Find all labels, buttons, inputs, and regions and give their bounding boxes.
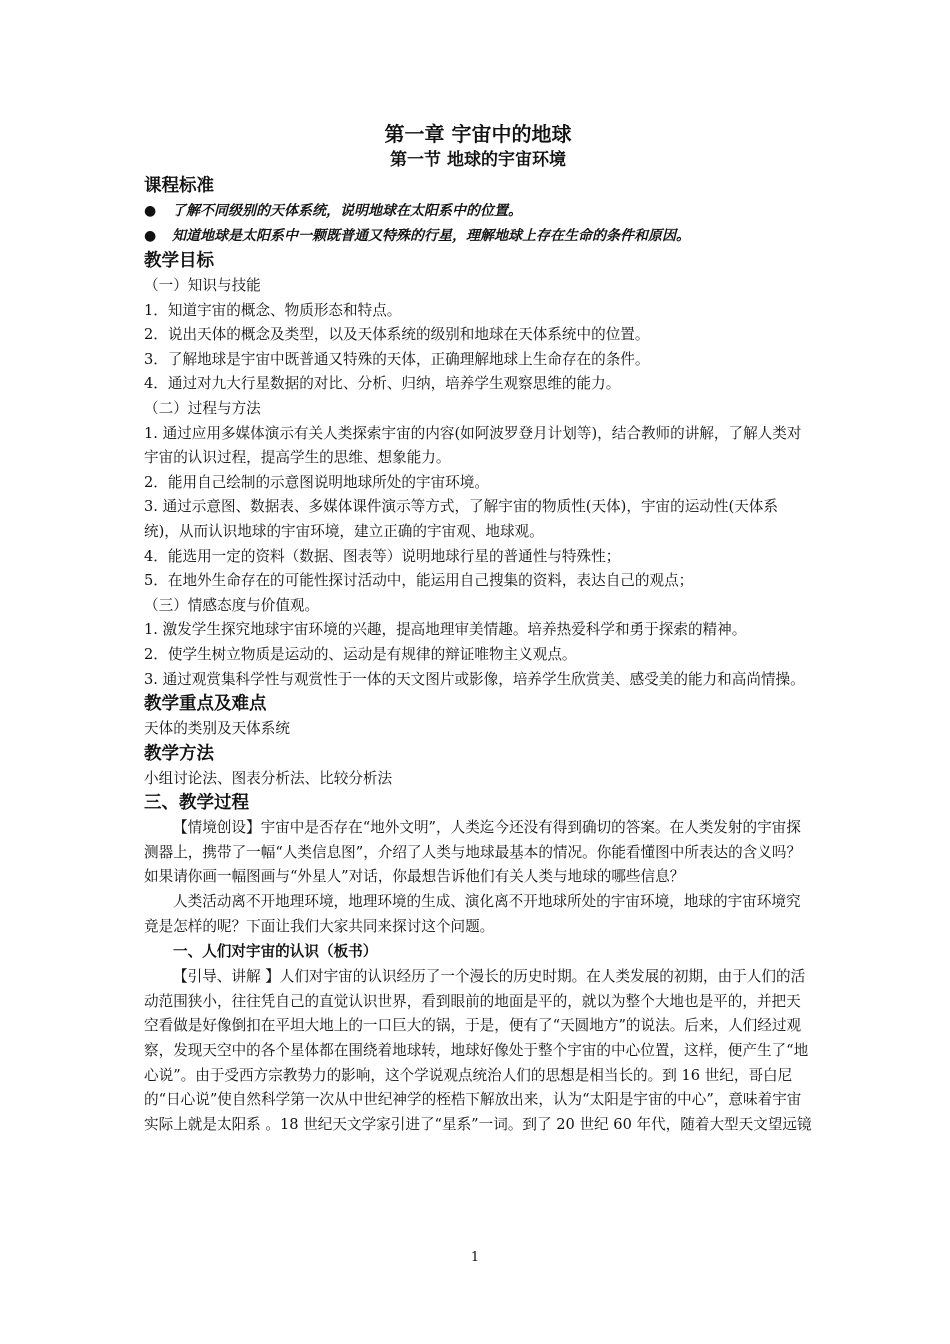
objective-item: 2．使学生树立物质是运动的、运动是有规律的辩证唯物主义观点。: [144, 645, 577, 663]
objective-part-label: （二）过程与方法: [144, 399, 261, 417]
curriculum-heading: 课程标准: [144, 176, 214, 196]
key-points-text: 天体的类别及天体系统: [144, 720, 290, 738]
objective-item: 3．了解地球是宇宙中既普通又特殊的天体，正确理解地球上生命存在的条件。: [144, 350, 650, 368]
process-paragraph: 【情境创设】宇宙中是否存在“地外文明”，人类迄今还没有得到确切的答案。在人类发射的宇宙探测器上，携带了一幅“人类信息图”，介绍了人类与地球最基本的情况。你能看懂图中所表达的含义吗？如果请你画一幅图画与“外星人”对话，你最想告诉他们有关人类与地球的哪些信息？: [144, 819, 802, 886]
section-title: 第一节 地球的宇宙环境: [390, 150, 566, 170]
objective-item: 2．能用自己绘制的示意图说明地球所处的宇宙环境。: [144, 473, 489, 491]
curriculum-item: ● 了解不同级别的天体系统，说明地球在太阳系中的位置。: [144, 199, 812, 224]
objective-item: 2．说出天体的概念及类型，以及天体系统的级别和地球在天体系统中的位置。: [144, 326, 650, 344]
page-number: 1: [470, 1250, 480, 1265]
objective-item: 3. 通过示意图、数据表、多媒体课件演示等方式，了解宇宙的物质性(天体)，宇宙的运动性(天体系统)，从而认识地球的宇宙环境，建立正确的宇宙观、地球观。: [144, 498, 778, 540]
page-content: [144, 120, 812, 1137]
process-subheading: 一、人们对宇宙的认识（板书）: [173, 943, 378, 961]
process-paragraph: 人类活动离不开地理环境，地理环境的生成、演化离不开地球所处的宇宙环境，地球的宇宙环境究竟是怎样的呢？下面让我们大家共同来探讨这个问题。: [144, 893, 801, 935]
methods-heading: 教学方法: [144, 743, 214, 764]
process-heading: 三、教学过程: [144, 793, 249, 814]
objective-item: 1. 激发学生探究地球宇宙环境的兴趣，提高地理审美情趣。培养热爱科学和勇于探索的精神。: [144, 621, 747, 639]
objective-item: 5．在地外生命存在的可能性探讨活动中，能运用自己搜集的资料，表达自己的观点；: [144, 572, 694, 590]
objective-part-label: （一）知识与技能: [144, 277, 261, 294]
process-paragraph: 【引导、讲解 】人们对宇宙的认识经历了一个漫长的历史时期。在人类发展的初期，由于人们的活动范围狭小，往往凭自己的直觉认识世界，看到眼前的地面是平的，就以为整个大地也是平的，并把天空看做是好像倒扣在平坦大地上的一口巨大的锅，于是，便有了“天圆地方”的说法。后来，人们经过观察，发现天空中的各个星体都在围绕着地球转，地球好像处于整个宇宙的中心位置，这样，便产生了“地心说”。由于受西方宗教势力的影响，这个学说观点统治人们的思想是相当长的。到 16 世纪，哥白尼的“日心说”使自然科学第一次从中世纪神学的桎梏下解放出来，认为“太阳是宇宙的中心”，意味着宇宙实际上就是太阳系 。18 世纪天文学家引进了“星系”一词。到了 20 世纪 60 年代，随着大型天文望远镜: [144, 968, 812, 1133]
methods-text: 小组讨论法、图表分析法、比较分析法: [144, 769, 393, 787]
objective-item: 1. 通过应用多媒体演示有关人类探索宇宙的内容(如阿波罗登月计划等)，结合教师的讲解，了解人类对宇宙的认识过程，提高学生的思维、想象能力。: [144, 424, 802, 467]
key-points-heading: 教学重点及难点: [144, 694, 267, 715]
objective-part-label: （三）情感态度与价值观。: [144, 596, 320, 614]
curriculum-item: ● 知道地球是太阳系中一颗既普通又特殊的行星，理解地球上存在生命的条件和原因。: [144, 224, 812, 249]
objective-item: 4．通过对九大行星数据的对比、分析、归纳，培养学生观察思维的能力。: [144, 375, 621, 393]
bullet-icon: ●: [144, 203, 157, 219]
objective-item: 1．知道宇宙的概念、物质形态和特点。: [144, 301, 402, 319]
objective-item: 3. 通过观赏集科学性与观赏性于一体的天文图片或影像，培养学生欣赏美、感受美的能力和高尚情操。: [144, 670, 805, 688]
objective-item: 4．能选用一定的资料（数据、图表等）说明地球行星的普通性与特殊性；: [144, 547, 621, 565]
objectives-heading: 教学目标: [144, 251, 214, 271]
bullet-icon: ●: [144, 228, 157, 244]
chapter-title: 第一章 宇宙中的地球: [384, 122, 572, 146]
